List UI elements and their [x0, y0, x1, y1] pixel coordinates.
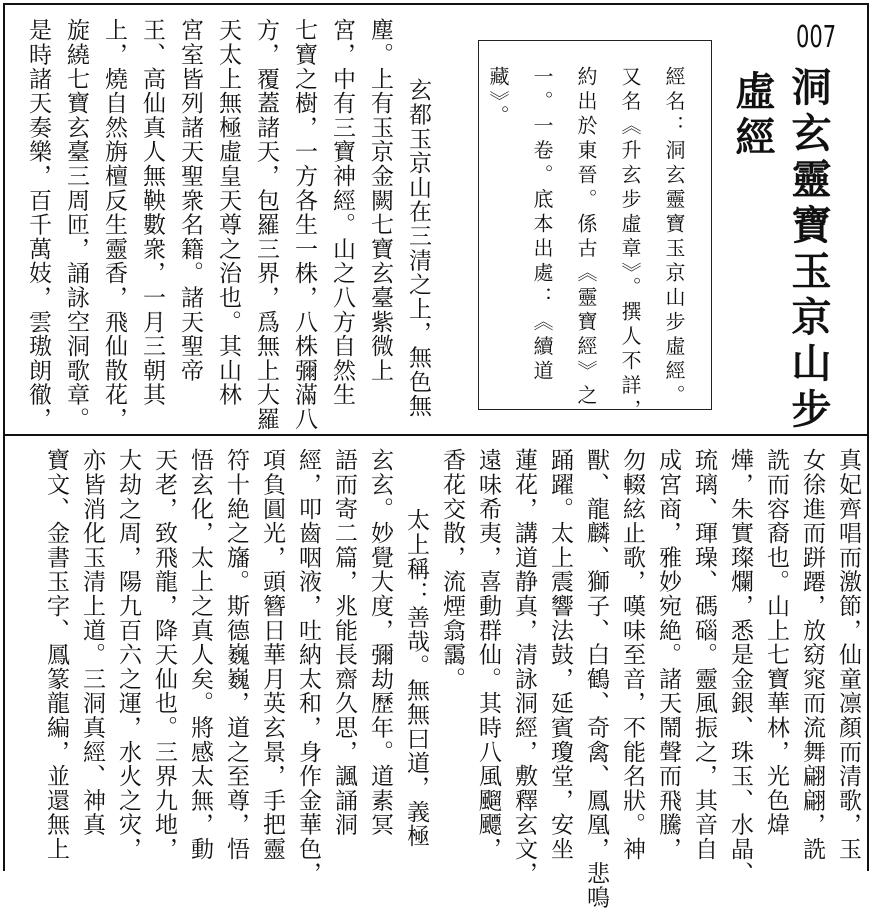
note-line: 又名《升玄步虛章》。撰人不詳， — [618, 66, 642, 424]
note-line: 藏》。 — [486, 66, 510, 130]
text-column: 玄玄。妙覺大度，彌劫歷年。道素冥 — [367, 448, 393, 837]
text-column: 宮室皆列諸天聖衆名籍。諸天聖帝 — [177, 18, 203, 383]
note-line: 一。一卷。底本出處：《續道 — [530, 66, 554, 385]
text-column: 琉璃、琿璪、碼碯。靈風振之，其音自 — [691, 448, 717, 862]
note-line: 約出於東晉。係古《靈寶經》之 — [574, 66, 598, 409]
text-column: 踊躍。太上震響法鼓，延賓瓊堂，安坐 — [547, 448, 573, 862]
section-divider — [3, 434, 869, 436]
text-column: 遠味希夷，喜動群仙。其時八風飀飃， — [475, 448, 501, 862]
text-column: 方，覆蓋諸天，包羅三界，爲無上大羅 — [253, 18, 279, 432]
text-column: 天太上無極虛皇天尊之治也。其山林 — [215, 18, 241, 407]
text-column: 宮，中有三寶神經。山之八方自然生 — [329, 18, 355, 407]
text-column: 旋繞七寶玄臺三周匝，誦詠空洞歌章。 — [63, 18, 89, 432]
title-line-1: 洞玄靈寶玉京山步 — [785, 66, 831, 434]
text-column: 塵。上有玉京金闕七寶玄臺紫微上 — [367, 18, 393, 383]
text-column: 亦皆消化玉清上道。三洞真經、神真 — [79, 448, 105, 837]
text-column: 語而寄二篇，兆能長齋久思，諷誦洞 — [331, 448, 357, 837]
text-column: 天老，致飛龍，降天仙也。三界九地， — [151, 448, 177, 862]
text-column: 七寶之樹，一方各生一株，八株彌滿八 — [291, 18, 317, 432]
text-column: 成宮商，雅妙宛絶。諸天鬧聲而飛騰， — [655, 448, 681, 862]
text-column: 蓮花，講道静真，清詠洞經，敷釋玄文， — [511, 448, 537, 886]
text-column: 大劫之周，陽九百六之運，水火之灾， — [115, 448, 141, 862]
text-column: 詵而容裔也。山上七寶華林，光色煒 — [763, 448, 789, 837]
text-column: 悟玄化，太上之真人矣。將感太無，動 — [187, 448, 213, 862]
text-column: 王、高仙真人無鞅數衆，一月三朝其 — [139, 18, 165, 407]
text-column: 寶文、金書玉字、鳳篆龍編，並還無上 — [43, 448, 69, 862]
text-column: 是時諸天奏樂，百千萬妓，雲璈朗徹， — [25, 18, 51, 432]
text-column: 燁，朱實璨爛，悉是金銀、珠玉、水晶、 — [727, 448, 753, 886]
entry-number: 007 — [796, 20, 837, 55]
text-column: 女徐進而跰蹮，放窈窕而流舞翩翩，詵 — [799, 448, 825, 862]
text-column: 太上稱：善哉。無無曰道，義極 — [403, 508, 429, 849]
text-column: 勿輟絃止歌，嘆味至音，不能名狀。神 — [619, 448, 645, 862]
title-line-2: 虛經 — [729, 70, 775, 162]
text-column: 真妃齊唱而激節，仙童凛顏而清歌，玉 — [835, 448, 861, 862]
text-column: 香花交散，流煙翕靄。 — [439, 448, 465, 691]
text-column: 獸、龍麟、獅子、白鶴、奇禽、鳳凰，悲鳴 — [583, 448, 609, 910]
text-column: 符十絶之旛。斯德巍巍，道之至尊，悟 — [223, 448, 249, 862]
text-column: 玄都玉京山在三清之上，無色無 — [405, 78, 431, 419]
text-column: 上，燒自然旃檀反生靈香，飛仙散花， — [101, 18, 127, 432]
note-line: 經名：洞玄靈寶玉京山步虛經。 — [662, 66, 686, 409]
text-column: 項負圓光，頭簪日華月英玄景，手把靈 — [259, 448, 285, 862]
text-column: 經，叩齒咽液，吐納太和，身作金華色， — [295, 448, 321, 886]
